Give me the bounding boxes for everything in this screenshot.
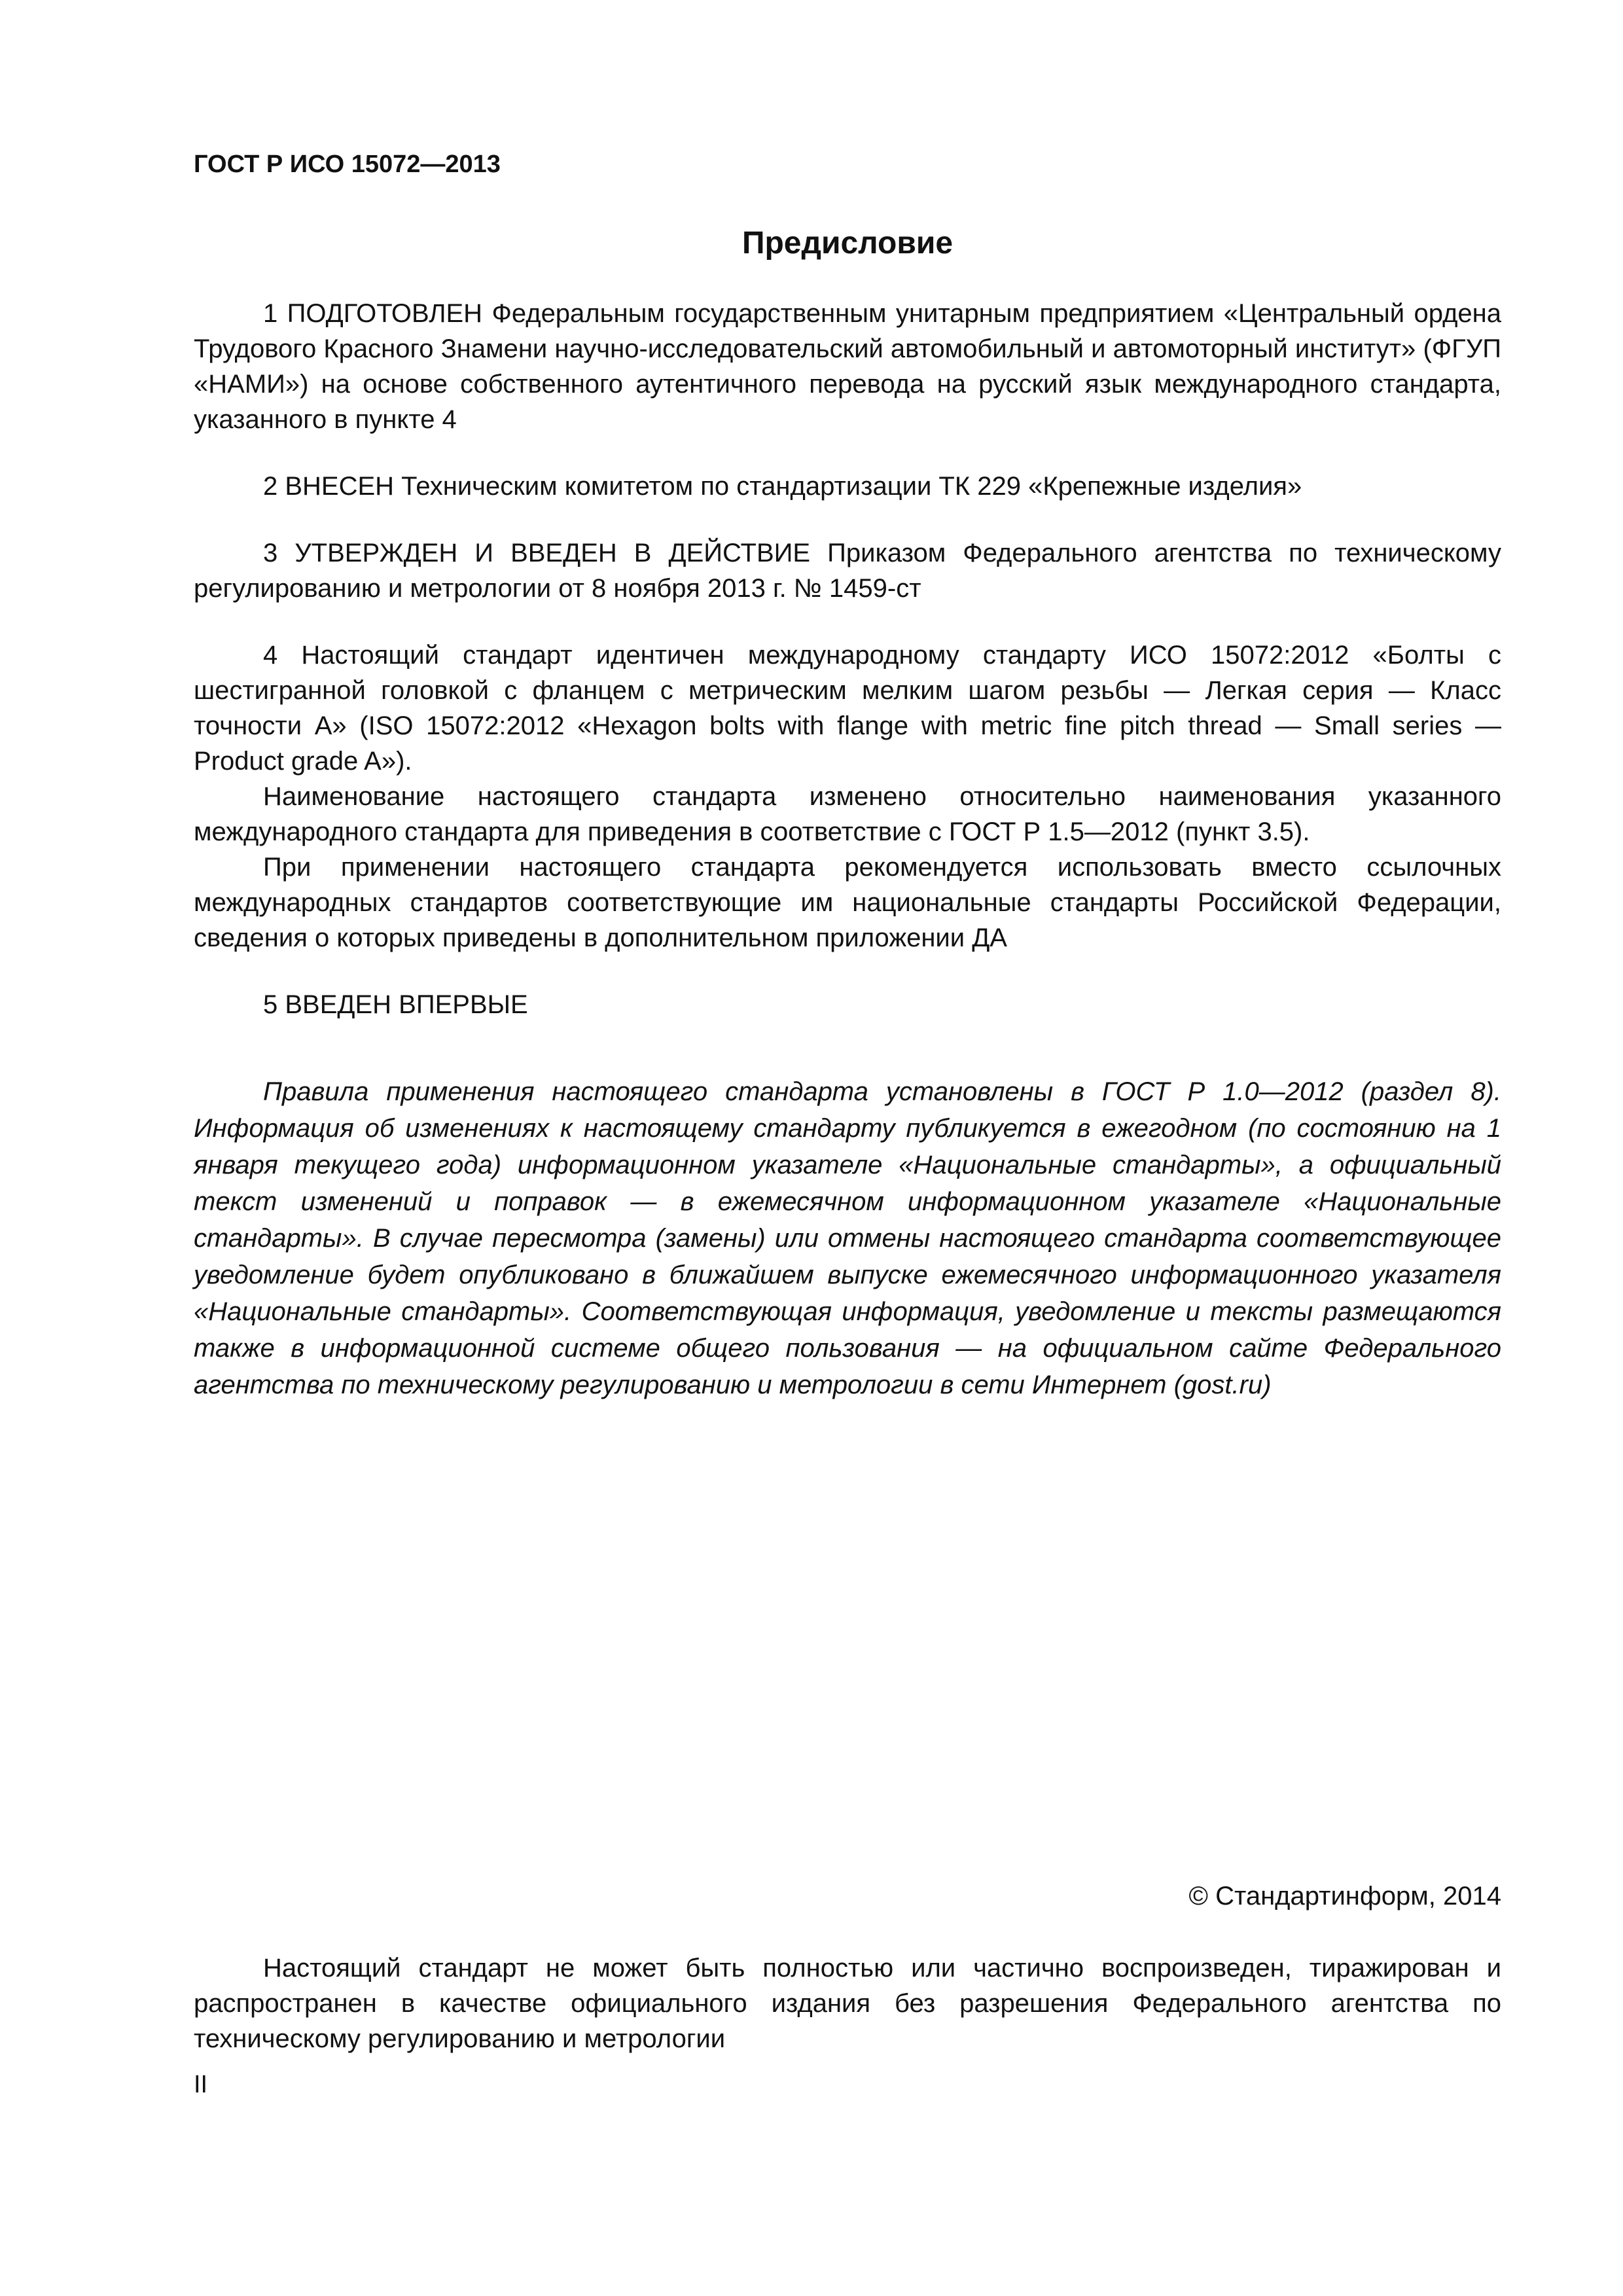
paragraph-submitted: 2 ВНЕСЕН Техническим комитетом по стандартизации ТК 229 «Крепежные изделия» (263, 472, 1302, 501)
paragraph-prepared: 1 ПОДГОТОВЛЕН Федеральным государственным унитарным предприятием «Центральный ордена Трудового Красного Знамени научно-исследовательский автомобильный и автомоторный институт» (ФГУП «НАМИ») на основе собственного аутентичного перевода на русский язык международного стандарта, указанного в пункте 4 (194, 299, 1501, 434)
document-designation: ГОСТ Р ИСО 15072—2013 (194, 151, 501, 178)
application-rules-notice: Правила применения настоящего стандарта установлены в ГОСТ Р 1.0—2012 (раздел 8). Информация об изменениях к настоящему стандарту публикуется в ежегодном (по состоянию на 1 января текущего года) информационном указателе «Национальные стандарты», а официальный текст изменений и поправок — в ежемесячном информационном указателе «Национальные стандарты». В случае пересмотра (замены) или отмены настоящего стандарта соответствующее уведомление будет опубликовано в ближайшем выпуске ежемесячного информационного указателя «Национальные стандарты». Соответствующая информация, уведомление и тексты размещаются также в информационной системе общего пользования — на официальном сайте Федерального агентства по техническому регулированию и метрологии в сети Интернет (gost.ru) (194, 1077, 1501, 1399)
reproduction-notice: Настоящий стандарт не может быть полностью или частично воспроизведен, тиражирован и распространен в качестве официального издания без разрешения Федерального агентства по техническому регулированию и метрологии (194, 1954, 1501, 2053)
page-number: II (194, 2071, 208, 2098)
document-page (194, 0, 1501, 2296)
copyright-line: © Стандартинформ, 2014 (1188, 1882, 1501, 1910)
paragraph-first-introduced: 5 ВВЕДЕН ВПЕРВЫЕ (263, 990, 528, 1019)
foreword-body (194, 296, 1501, 1022)
paragraph-name-changed: Наименование настоящего стандарта изменено относительно наименования указанного международного стандарта для приведения в соответствие с ГОСТ Р 1.5—2012 (пункт 3.5). (194, 782, 1501, 846)
paragraph-identical: 4 Настоящий стандарт идентичен международному стандарту ИСО 15072:2012 «Болты с шестигранной головкой с фланцем с метрическим мелким шагом резьбы — Легкая серия — Класс точности А» (ISO 15072:2012 «Hexagon bolts with flange with metric fine pitch thread — Small series — Product grade A»). (194, 641, 1501, 776)
paragraph-approved: 3 УТВЕРЖДЕН И ВВЕДЕН В ДЕЙСТВИЕ Приказом Федерального агентства по техническому регулированию и метрологии от 8 ноября 2013 г. № 1459-ст (194, 539, 1501, 603)
paragraph-references: При применении настоящего стандарта рекомендуется использовать вместо ссылочных международных стандартов соответствующие им национальные стандарты Российской Федерации, сведения о которых приведены в дополнительном приложении ДА (194, 853, 1501, 952)
section-title: Предисловие (741, 226, 954, 260)
